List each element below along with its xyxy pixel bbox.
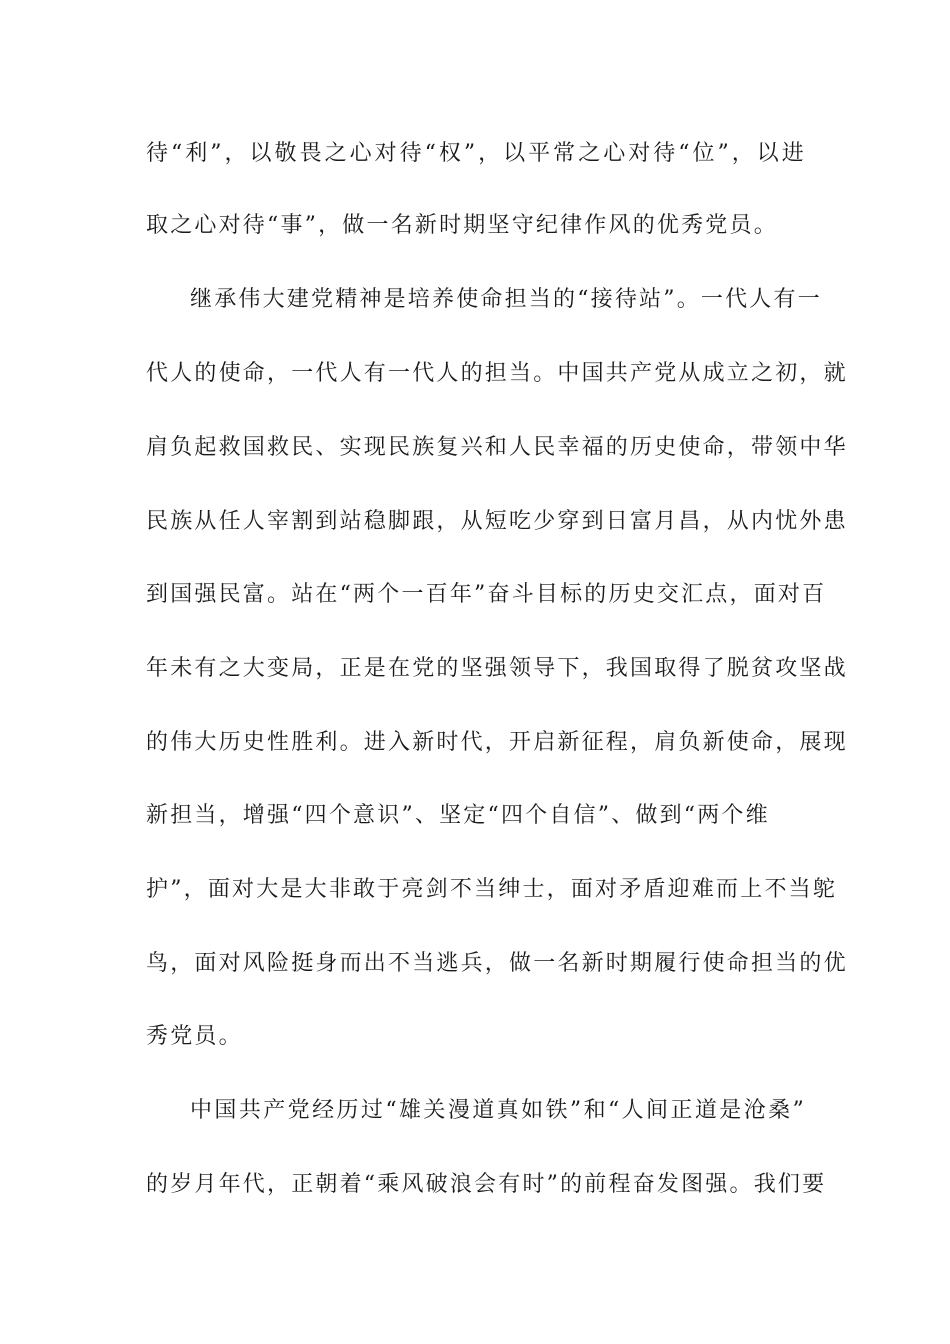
text-line: 年未有之大变局，正是在党的坚强领导下，我国取得了脱贫攻坚战 [146,656,848,681]
text-line: 的岁月年代，正朝着“乘风破浪会有时”的前程奋发图强。我们要 [146,1172,827,1197]
text-line: 秀党员。 [146,1024,243,1049]
text-line: 新担当，增强“四个意识”、坚定“四个自信”、做到“两个维 [146,803,770,828]
text-line: 民族从任人宰割到站稳脚跟，从短吃少穿到日富月昌，从内忧外患 [146,509,848,534]
text-line: 的伟大历史性胜利。进入新时代，开启新征程，肩负新使命，展现 [146,730,848,755]
text-line: 鸟，面对风险挺身而出不当逃兵，做一名新时期履行使命担当的优 [146,951,848,976]
paragraph-first-line: 中国共产党经历过“雄关漫道真如铁”和“人间正道是沧桑” [190,1098,806,1123]
text-line: 代人的使命，一代人有一代人的担当。中国共产党从成立之初，就 [146,361,848,386]
text-line: 取之心对待“事”，做一名新时期坚守纪律作风的优秀党员。 [146,213,778,238]
text-line: 肩负起救国救民、实现民族复兴和人民幸福的历史使命，带领中华 [146,435,848,460]
text-line: 到国强民富。站在“两个一百年”奋斗目标的历史交汇点，面对百 [146,582,827,607]
paragraph-first-line: 继承伟大建党精神是培养使命担当的“接待站”。一代人有一 [190,287,822,312]
text-line: 待“利”，以敬畏之心对待“权”，以平常之心对待“位”，以进 [146,141,806,166]
text-line: 护”，面对大是大非敢于亮剑不当绅士，面对矛盾迎难而上不当鸵 [146,877,838,902]
